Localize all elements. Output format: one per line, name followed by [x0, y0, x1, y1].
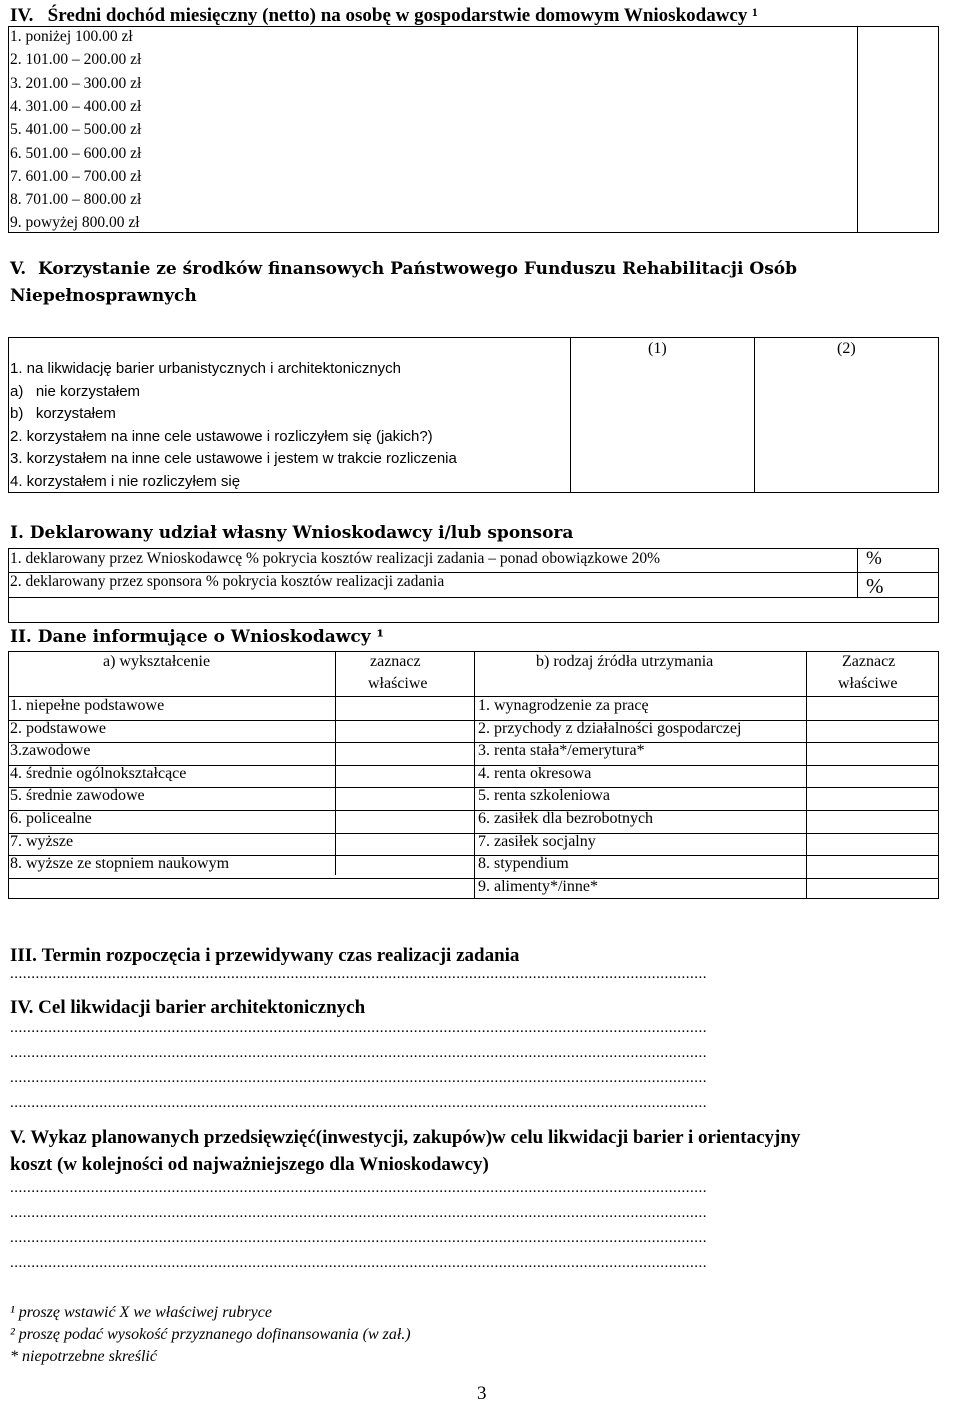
pfron-item: 4. korzystałem i nie rozliczyłem się — [10, 472, 241, 490]
page-number: 3 — [477, 1383, 487, 1404]
footnote-2: ² proszę podać wysokość przyznanego dofinansowania (w zał.) — [10, 1326, 411, 1343]
income-option: 6. 501.00 – 600.00 zł — [10, 144, 142, 162]
pfron-title-line2: Niepełnosprawnych — [10, 286, 197, 306]
income-source-mark-header-2: właściwe — [838, 675, 898, 692]
pfron-col2-header: (2) — [837, 340, 856, 357]
dotted-line: .................................................................................................................................................................... — [10, 1230, 707, 1246]
own-share-row2-unit: % — [866, 574, 884, 598]
own-share-row1-unit: % — [866, 548, 882, 569]
income-source-header: b) rodzaj źródła utrzymania — [536, 653, 714, 670]
income-source-mark-header-1: Zaznacz — [842, 653, 896, 670]
section-iv-goal-title: IV. Cel likwidacji barier architektonicznych — [10, 997, 366, 1018]
income-source-option: 8. stypendium — [478, 855, 569, 873]
pfron-title-line1: V. Korzystanie ze środków finansowych Państwowego Funduszu Rehabilitacji Osób — [10, 259, 798, 279]
income-source-option: 2. przychody z działalności gospodarczej — [478, 719, 742, 737]
section-iii-title: III. Termin rozpoczęcia i przewidywany czas realizacji zadania — [10, 945, 520, 966]
dotted-line: .................................................................................................................................................................... — [10, 1070, 707, 1086]
education-option: 3.zawodowe — [10, 742, 91, 760]
income-option: 4. 301.00 – 400.00 zł — [10, 97, 142, 115]
own-share-row1: 1. deklarowany przez Wnioskodawcę % pokrycia kosztów realizacji zadania – ponad obowiązkowe 20% — [10, 550, 661, 567]
education-option: 8. wyższe ze stopniem naukowym — [10, 855, 230, 873]
own-share-row2: 2. deklarowany przez sponsora % pokrycia kosztów realizacji zadania — [10, 573, 445, 590]
own-share-title: I. Deklarowany udział własny Wnioskodawcy i/lub sponsora — [10, 523, 574, 543]
income-source-option: 1. wynagrodzenie za pracę — [478, 697, 649, 714]
dotted-line: .................................................................................................................................................................... — [10, 1045, 707, 1061]
income-option: 3. 201.00 – 300.00 zł — [10, 74, 142, 92]
dotted-line: .................................................................................................................................................................... — [10, 1180, 707, 1196]
footnote-3: * niepotrzebne skreślić — [10, 1348, 157, 1365]
section-v-list-title-2: koszt (w kolejności od najważniejszego dla Wnioskodawcy) — [10, 1154, 489, 1175]
income-source-option: 3. renta stała*/emerytura* — [478, 742, 645, 760]
pfron-item: 1. na likwidację barier urbanistycznych i architektonicznych — [10, 360, 402, 377]
dotted-line: .................................................................................................................................................................... — [10, 1020, 707, 1036]
dotted-line: .................................................................................................................................................................... — [10, 966, 707, 982]
income-option: 7. 601.00 – 700.00 zł — [10, 167, 142, 185]
pfron-item: 2. korzystałem na inne cele ustawowe i rozliczyłem się (jakich?) — [10, 427, 433, 445]
income-title: IV. Średni dochód miesięczny (netto) na osobę w gospodarstwie domowym Wnioskodawcy ¹ — [10, 5, 758, 26]
education-option: 4. średnie ogólnokształcące — [10, 764, 187, 782]
income-source-option: 4. renta okresowa — [478, 764, 592, 782]
income-source-option: 7. zasiłek socjalny — [478, 832, 596, 850]
education-option: 5. średnie zawodowe — [10, 787, 145, 805]
pfron-item: a) nie korzystałem — [10, 382, 141, 400]
pfron-col1-header: (1) — [648, 340, 667, 357]
footnote-1: ¹ proszę wstawić X we właściwej rubryce — [10, 1304, 272, 1321]
education-option: 6. policealne — [10, 810, 92, 827]
income-option: 8. 701.00 – 800.00 zł — [10, 191, 142, 209]
dotted-line: .................................................................................................................................................................... — [10, 1255, 707, 1271]
pfron-item: b) korzystałem — [10, 405, 116, 422]
income-option: 1. poniżej 100.00 zł — [10, 28, 133, 45]
dotted-line: .................................................................................................................................................................... — [10, 1095, 707, 1111]
income-option: 9. powyżej 800.00 zł — [10, 214, 140, 232]
education-mark-header-2: właściwe — [368, 675, 428, 692]
education-option: 7. wyższe — [10, 832, 74, 850]
income-source-option: 5. renta szkoleniowa — [478, 787, 610, 805]
education-mark-header-1: zaznacz — [370, 653, 421, 670]
education-option: 1. niepełne podstawowe — [10, 697, 165, 714]
income-option: 5. 401.00 – 500.00 zł — [10, 121, 142, 139]
section-v-list-title-1: V. Wykaz planowanych przedsięwzięć(inwestycji, zakupów)w celu likwidacji barier i orientacyjny — [10, 1127, 801, 1148]
income-source-option: 6. zasiłek dla bezrobotnych — [478, 810, 654, 827]
pfron-item: 3. korzystałem na inne cele ustawowe i jestem w trakcie rozliczenia — [10, 450, 457, 467]
dotted-line: .................................................................................................................................................................... — [10, 1205, 707, 1221]
applicant-title: II. Dane informujące o Wnioskodawcy ¹ — [10, 627, 384, 647]
education-option: 2. podstawowe — [10, 719, 106, 737]
income-source-option: 9. alimenty*/inne* — [478, 877, 598, 895]
income-option: 2. 101.00 – 200.00 zł — [10, 51, 142, 69]
education-header: a) wykształcenie — [103, 653, 211, 670]
